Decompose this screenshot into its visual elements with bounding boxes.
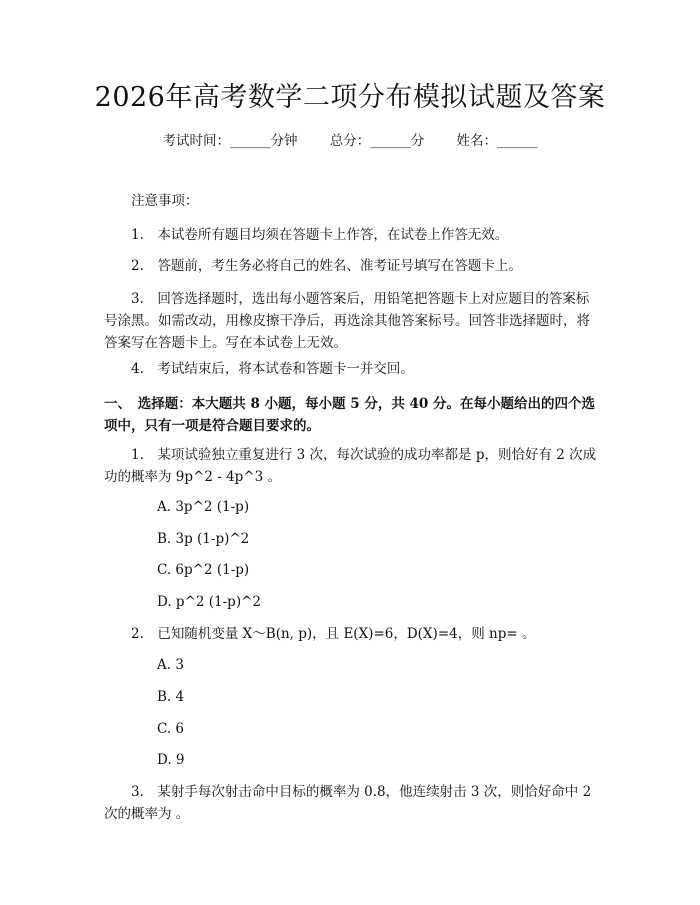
exam-time-field: 考试时间：______分钟 (162, 133, 298, 149)
notice-item-3-line-1: 3. 回答选择题时，选出每小题答案后，用铅笔把答题卡上对应题目的答案标 (131, 291, 590, 307)
student-name-field: 姓名：______ (456, 133, 538, 149)
notice-item-1: 1. 本试卷所有题目均须在答题卡上作答，在试卷上作答无效。 (131, 227, 509, 243)
notice-item-3-line-2: 号涂黑。如需改动，用橡皮擦干净后，再选涂其他答案标号。回答非选择题时，将 (104, 313, 590, 329)
total-score-field: 总分：______分 (329, 133, 425, 149)
question-2-line-1: 2. 已知随机变量 X～B(n, p)，且 E(X)=6，D(X)=4，则 np= 。 (131, 626, 536, 642)
notice-heading: 注意事项： (131, 193, 199, 209)
section-heading-line-1: 一、 选择题：本大题共 8 小题，每小题 5 分，共 40 分。在每小题给出的四个选 (104, 396, 596, 412)
notice-item-3-line-3: 答案写在答题卡上。写在本试卷上无效。 (104, 335, 347, 351)
notice-item-4: 4. 考试结束后，将本试卷和答题卡一并交回。 (131, 361, 414, 377)
question-3-line-2: 次的概率为 。 (104, 806, 190, 822)
notice-item-2: 2. 答题前，考生务必将自己的姓名、准考证号填写在答题卡上。 (131, 258, 522, 274)
question-2-option-b: B. 4 (157, 689, 185, 705)
question-2-option-d: D. 9 (157, 752, 185, 768)
question-1-line-2: 功的概率为 9p^2 - 4p^3 。 (104, 469, 281, 485)
question-1-option-d: D. p^2 (1-p)^2 (157, 594, 261, 610)
question-1-line-1: 1. 某项试验独立重复进行 3 次，每次试验的成功率都是 p，则恰好有 2 次成 (131, 447, 597, 463)
question-2-option-a: A. 3 (157, 657, 184, 673)
question-1-option-a: A. 3p^2 (1-p) (157, 499, 250, 515)
exam-meta (0, 131, 700, 151)
question-3-line-1: 3. 某射手每次射击命中目标的概率为 0.8，他连续射击 3 次，则恰好命中 2 (131, 784, 592, 800)
question-1-option-b: B. 3p (1-p)^2 (157, 531, 250, 547)
section-heading-line-2: 项中，只有一项是符合题目要求的。 (104, 418, 320, 434)
exam-title: 2026年高考数学二项分布模拟试题及答案 (94, 82, 606, 113)
question-1-option-c: C. 6p^2 (1-p) (157, 562, 250, 578)
question-2-option-c: C. 6 (157, 721, 185, 737)
